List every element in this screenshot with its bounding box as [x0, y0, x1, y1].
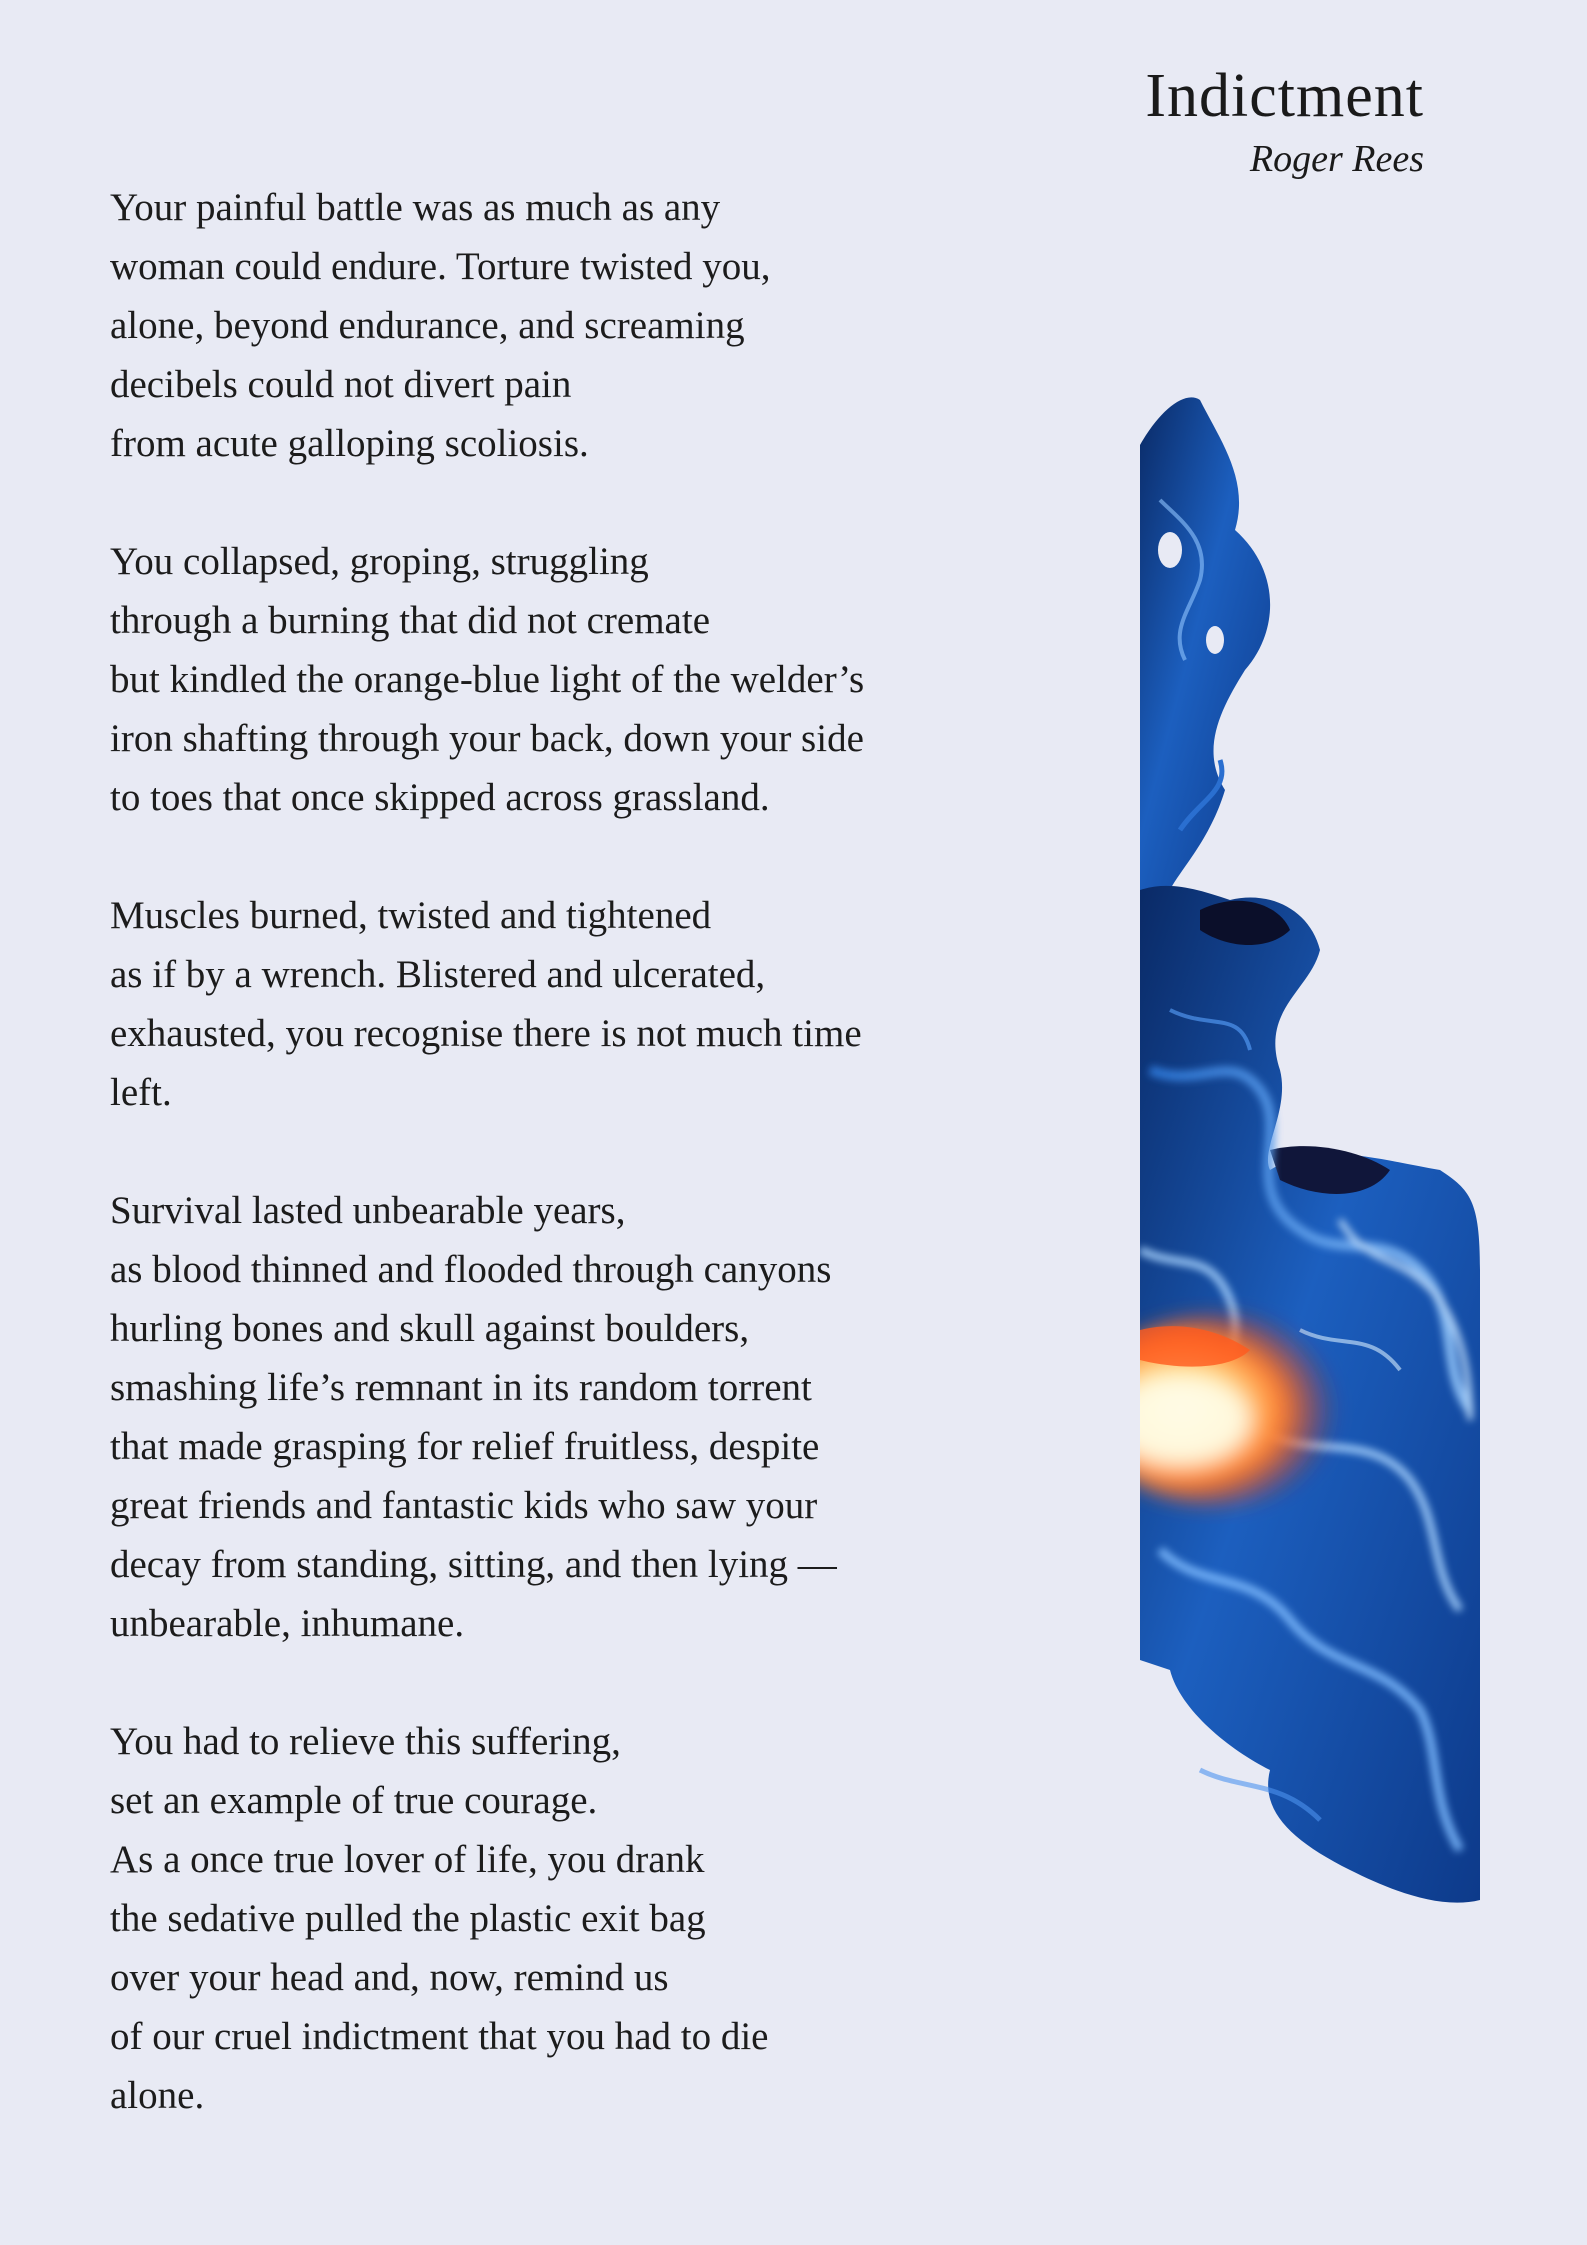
blue-smoke-flame-icon [1140, 370, 1480, 1905]
poem-line: As a once true lover of life, you drank [110, 1838, 705, 1881]
poem-line: through a burning that did not cremate [110, 599, 711, 642]
stanza-5 [110, 1712, 990, 2125]
poem-line: You collapsed, groping, struggling [110, 540, 649, 583]
poem-line: decibels could not divert pain [110, 363, 572, 406]
poem-line: exhausted, you recognise there is not much time [110, 1012, 862, 1055]
poem-line: Muscles burned, twisted and tightened [110, 894, 712, 937]
poem-line: woman could endure. Torture twisted you, [110, 245, 771, 288]
poem-author: Roger Rees [1249, 138, 1424, 180]
poem-line: from acute galloping scoliosis. [110, 422, 589, 465]
poem-line: of our cruel indictment that you had to die [110, 2015, 769, 2058]
poem-line: that made grasping for relief fruitless, despite [110, 1425, 820, 1468]
poem-line: hurling bones and skull against boulders, [110, 1307, 750, 1350]
poem-line: decay from standing, sitting, and then lying — [110, 1543, 837, 1586]
stanza-3 [110, 886, 990, 1122]
stanza-4 [110, 1181, 990, 1653]
poem-line: Survival lasted unbearable years, [110, 1189, 626, 1232]
poem-line: set an example of true courage. [110, 1779, 598, 1822]
poem-line: alone, beyond endurance, and screaming [110, 304, 745, 347]
stanza-2 [110, 532, 990, 827]
poem-title: Indictment [1145, 62, 1424, 130]
poem-line: as if by a wrench. Blistered and ulcerated, [110, 953, 766, 996]
poem-line: as blood thinned and flooded through canyons [110, 1248, 832, 1291]
poem-line: smashing life’s remnant in its random torrent [110, 1366, 812, 1409]
poem-line: iron shafting through your back, down your side [110, 717, 864, 760]
poem-body [110, 178, 990, 2184]
poem-line: Your painful battle was as much as any [110, 186, 721, 229]
poem-line: unbearable, inhumane. [110, 1602, 465, 1645]
poem-line: the sedative pulled the plastic exit bag [110, 1897, 706, 1940]
poem-line: alone. [110, 2074, 205, 2117]
stanza-1 [110, 178, 990, 473]
poem-line: great friends and fantastic kids who saw your [110, 1484, 818, 1527]
poem-line: left. [110, 1071, 172, 1114]
poem-line: over your head and, now, remind us [110, 1956, 669, 1999]
poem-line: to toes that once skipped across grassland. [110, 776, 770, 819]
poem-line: You had to relieve this suffering, [110, 1720, 621, 1763]
poem-line: but kindled the orange-blue light of the welder’s [110, 658, 865, 701]
